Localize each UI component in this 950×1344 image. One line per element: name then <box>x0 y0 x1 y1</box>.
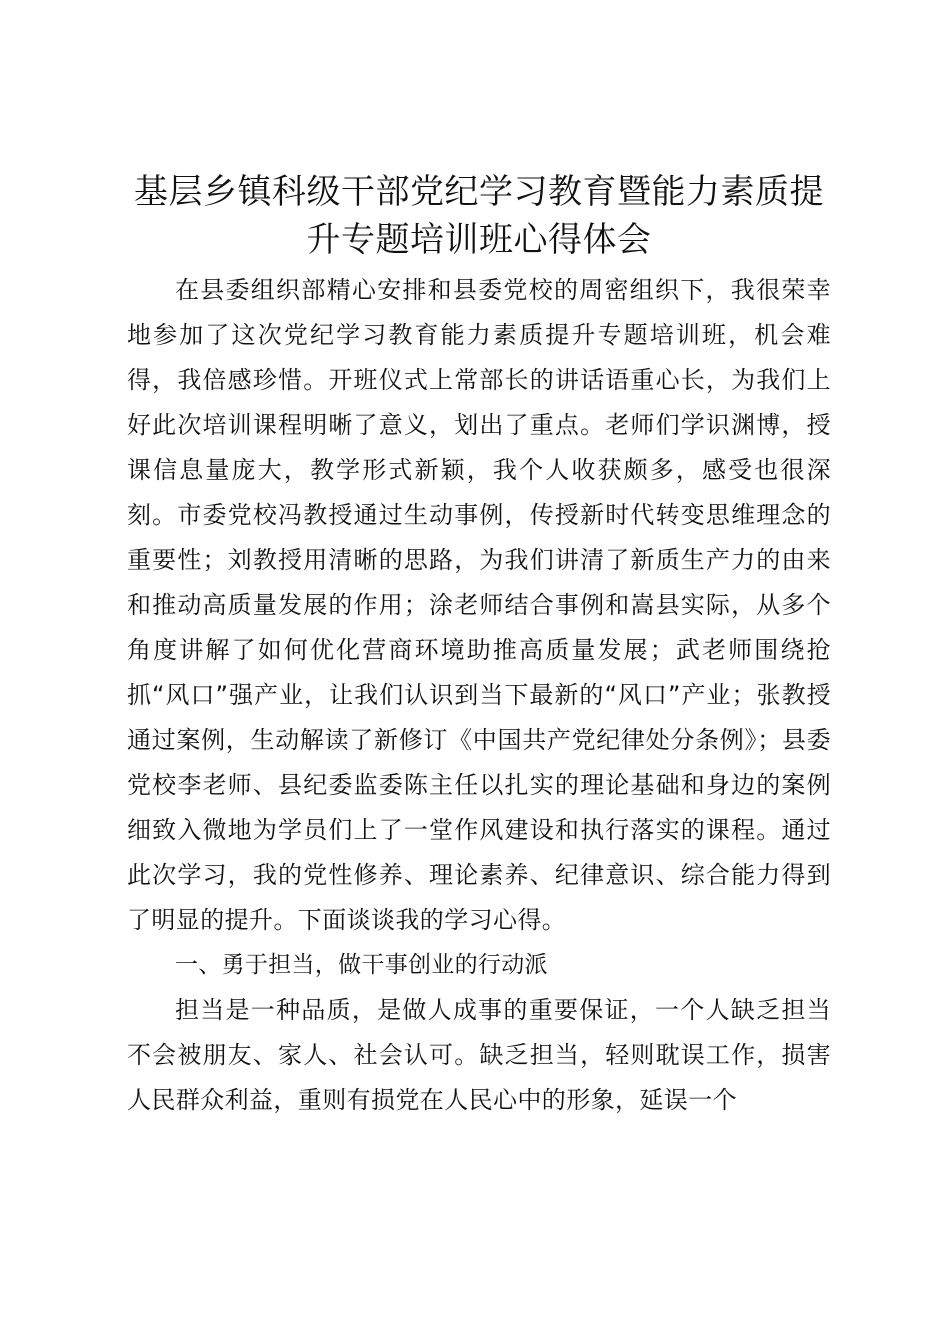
document-page <box>127 168 831 1123</box>
section-heading: 一、勇于担当，做干事创业的行动派 <box>175 952 548 978</box>
section-paragraph: 担当是一种品质，是做人成事的重要保证，一个人缺乏担当不会被朋友、家人、社会认可。缺乏担当，轻则耽误工作，损害人民群众利益，重则有损党在人民心中的形象，延误一个 <box>127 996 831 1114</box>
document-title: 基层乡镇科级干部党纪学习教育暨能力素质提升专题培训班心得体会 <box>134 172 824 260</box>
intro-paragraph: 在县委组织部精心安排和县委党校的周密组织下，我很荣幸地参加了这次党纪学习教育能力素质提升专题培训班，机会难得，我倍感珍惜。开班仪式上常部长的讲话语重心长，为我们上好此次培训课程明晰了意义，划出了重点。老师们学识渊博，授课信息量庞大，教学形式新颖，我个人收获颇多，感受也很深刻。市委党校冯教授通过生动事例，传授新时代转变思维理念的重要性；刘教授用清晰的思路，为我们讲清了新质生产力的由来和推动高质量发展的作用；涂老师结合事例和嵩县实际，从多个角度讲解了如何优化营商环境助推高质量发展；武老师围绕抢抓“风口”强产业，让我们认识到当下最新的“风口”产业；张教授通过案例，生动解读了新修订《中国共产党纪律处分条例》；县委党校李老师、县纪委监委陈主任以扎实的理论基础和身边的案例细致入微地为学员们上了一堂作风建设和执行落实的课程。通过此次学习，我的党性修养、理论素养、纪律意识、综合能力得到了明显的提升。下面谈谈我的学习心得。 <box>127 276 831 934</box>
